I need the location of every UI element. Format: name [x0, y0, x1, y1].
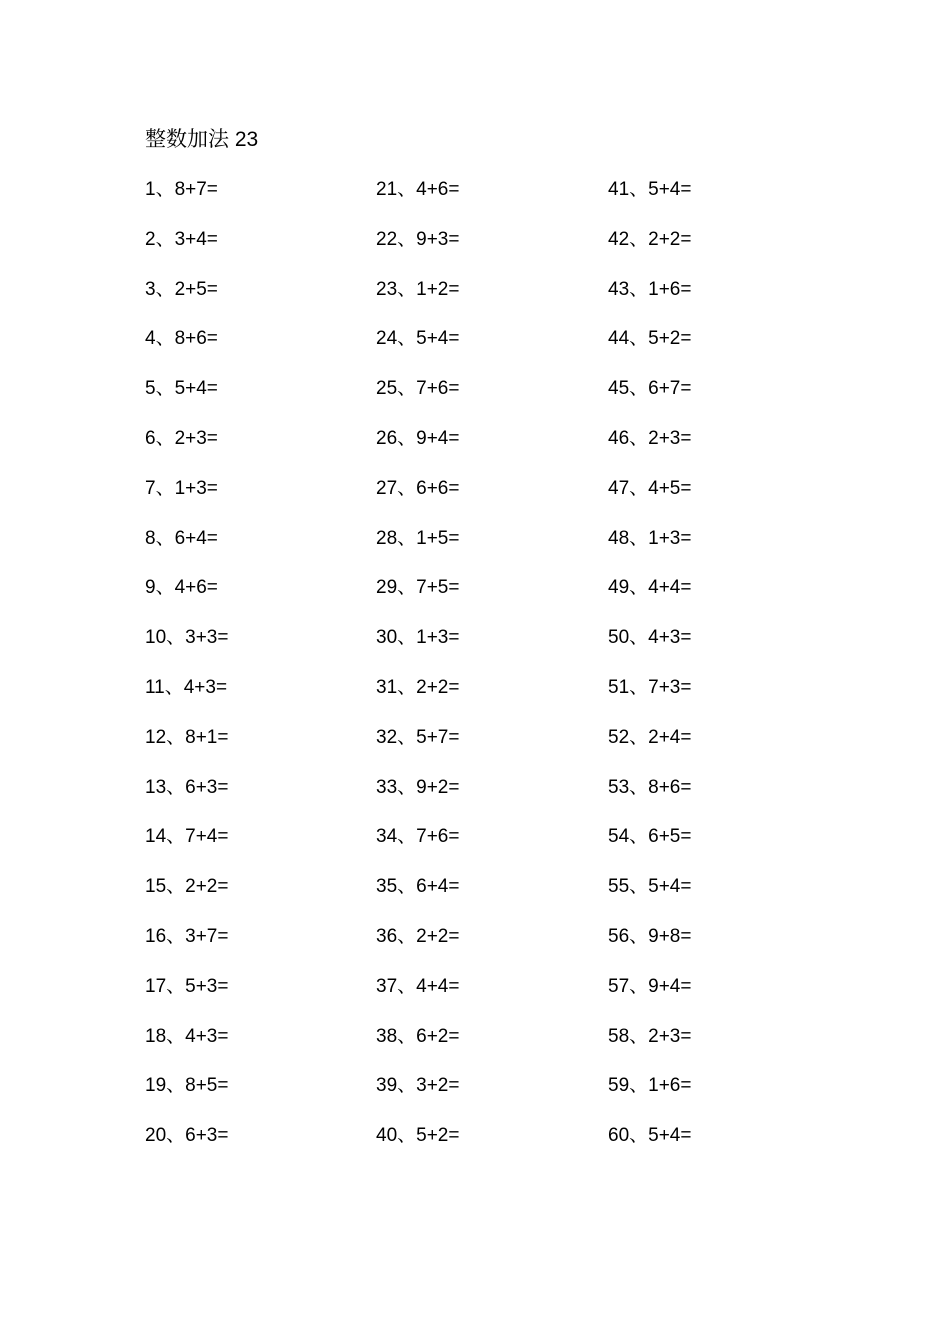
problem-item: 4、8+6=	[145, 328, 218, 350]
problem-item: 49、4+4=	[608, 577, 692, 599]
problem-item: 7、1+3=	[145, 477, 218, 499]
problem-item: 20、6+3=	[145, 1125, 229, 1147]
problem-item: 41、5+4=	[608, 179, 692, 200]
problem-item: 21、4+6=	[376, 179, 460, 200]
problem-item: 28、1+5=	[376, 527, 460, 549]
problem-item: 14、7+4=	[145, 826, 229, 848]
problem-item: 34、7+6=	[376, 826, 460, 848]
problem-item: 16、3+7=	[145, 926, 229, 947]
problem-item: 48、1+3=	[608, 527, 692, 549]
problem-item: 30、1+3=	[376, 627, 460, 649]
problem-item: 9、4+6=	[145, 577, 218, 599]
problem-item: 50、4+3=	[608, 627, 692, 649]
problem-item: 1、8+7=	[145, 179, 218, 200]
problem-item: 25、7+6=	[376, 378, 460, 400]
problem-item: 17、5+3=	[145, 975, 229, 997]
problem-item: 43、1+6=	[608, 278, 692, 300]
page-title: 整数加法 23	[145, 128, 259, 151]
problem-item: 57、9+4=	[608, 975, 692, 997]
problem-item: 37、4+4=	[376, 975, 460, 997]
problem-item: 56、9+8=	[608, 926, 692, 947]
problem-item: 51、7+3=	[608, 677, 692, 698]
problem-item: 12、8+1=	[145, 726, 229, 748]
problem-item: 8、6+4=	[145, 527, 218, 549]
problem-item: 46、2+3=	[608, 428, 692, 449]
problem-item: 38、6+2=	[376, 1025, 460, 1047]
problem-item: 27、6+6=	[376, 477, 460, 499]
problem-item: 35、6+4=	[376, 876, 460, 898]
problem-item: 2、3+4=	[145, 228, 218, 250]
problem-item: 10、3+3=	[145, 627, 229, 649]
problem-item: 52、2+4=	[608, 726, 692, 748]
problem-item: 60、5+4=	[608, 1125, 692, 1147]
problem-item: 3、2+5=	[145, 278, 218, 300]
problem-item: 29、7+5=	[376, 577, 460, 599]
problem-item: 39、3+2=	[376, 1075, 460, 1097]
problem-item: 13、6+3=	[145, 776, 229, 798]
problem-item: 32、5+7=	[376, 726, 460, 748]
problem-item: 31、2+2=	[376, 677, 460, 698]
problem-item: 26、9+4=	[376, 428, 460, 449]
problem-item: 44、5+2=	[608, 328, 692, 350]
problem-item: 33、9+2=	[376, 776, 460, 798]
problem-item: 5、5+4=	[145, 378, 218, 400]
problem-item: 18、4+3=	[145, 1025, 229, 1047]
problem-item: 40、5+2=	[376, 1125, 460, 1147]
problem-item: 58、2+3=	[608, 1025, 692, 1047]
problem-item: 45、6+7=	[608, 378, 692, 400]
problem-item: 36、2+2=	[376, 926, 460, 947]
problem-item: 55、5+4=	[608, 876, 692, 898]
problem-item: 59、1+6=	[608, 1075, 692, 1097]
problem-item: 54、6+5=	[608, 826, 692, 848]
problem-item: 15、2+2=	[145, 876, 229, 898]
problem-item: 53、8+6=	[608, 776, 692, 798]
problem-item: 42、2+2=	[608, 228, 692, 250]
problem-item: 6、2+3=	[145, 428, 218, 449]
problem-item: 23、1+2=	[376, 278, 460, 300]
problem-item: 47、4+5=	[608, 477, 692, 499]
problem-item: 11、4+3=	[145, 677, 228, 698]
problem-item: 24、5+4=	[376, 328, 460, 350]
problem-item: 19、8+5=	[145, 1075, 229, 1097]
problem-item: 22、9+3=	[376, 228, 460, 250]
